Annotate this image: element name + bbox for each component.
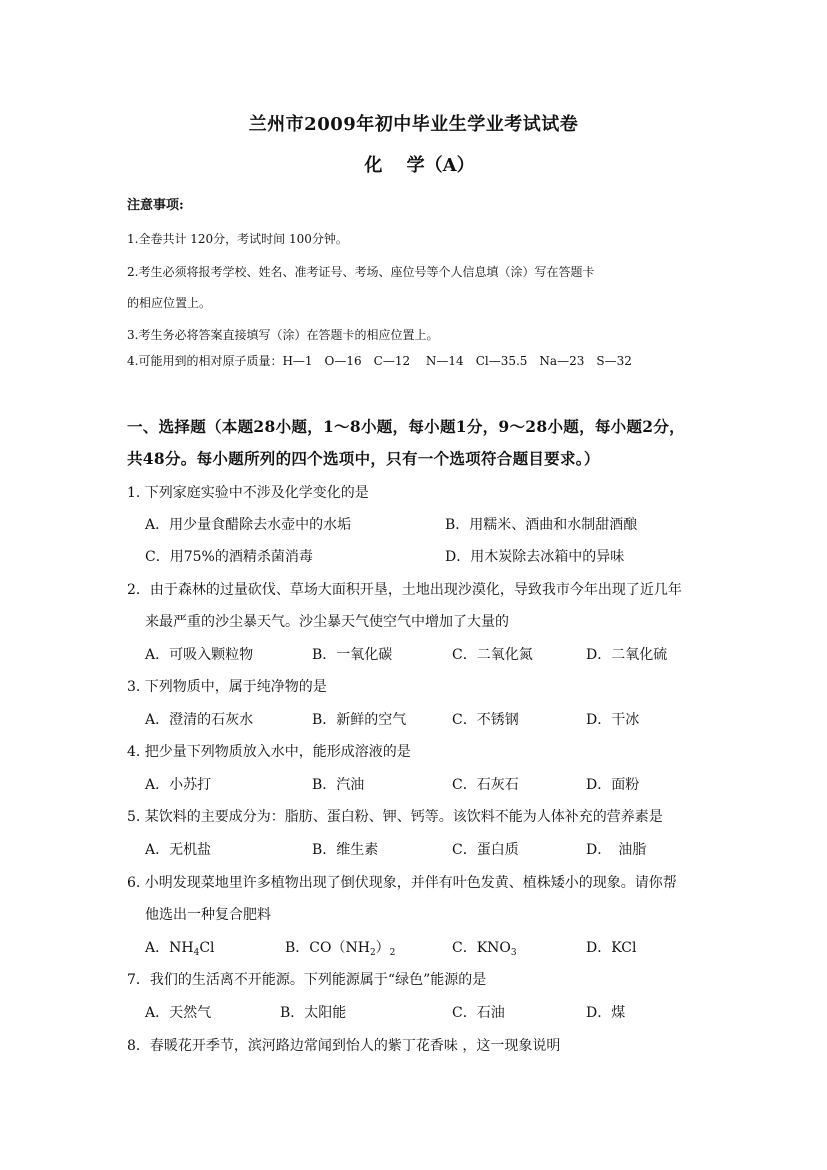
question-stem: 8．春暖花开季节，滨河路边常闻到怡人的紫丁花香味 ，这一现象说明 <box>127 1038 561 1054</box>
exam-title: 兰州市2009年初中毕业生学业考试试卷 <box>248 114 579 135</box>
option-b: B．用糯米、酒曲和水制甜酒酿 <box>445 517 638 533</box>
option-a: A．可吸入颗粒物 <box>145 647 254 663</box>
option-a: A．天然气 <box>145 1005 212 1021</box>
notice-item: 3.考生务必将答案直接填写（涂）在答题卡的相应位置上。 <box>127 328 439 342</box>
option-d: D．干冰 <box>586 712 640 728</box>
option-c: C．不锈钢 <box>452 712 519 728</box>
question-stem: 2．由于森林的过量砍伐、草场大面积开垦，土地出现沙漠化，导致我市今年出现了近几年 <box>127 582 682 598</box>
option-c: C．石油 <box>452 1005 505 1021</box>
question-stem: 1. 下列家庭实验中不涉及化学变化的是 <box>127 485 369 501</box>
option-c: C．蛋白质 <box>452 842 519 858</box>
option-a: A．用少量食醋除去水壶中的水垢 <box>145 517 352 533</box>
notice-item: 2.考生必须将报考学校、姓名、准考证号、考场、座位号等个人信息填（涂）写在答题卡 <box>127 265 595 279</box>
option-c: C．二氧化氮 <box>452 647 533 663</box>
option-d: D．面粉 <box>586 777 640 793</box>
section-heading: 共48分。每小题所列的四个选项中，只有一个选项符合题目要求。） <box>127 449 600 468</box>
question-stem: 来最严重的沙尘暴天气。沙尘暴天气使空气中增加了大量的 <box>145 614 509 630</box>
option-b: B．汽油 <box>312 777 365 793</box>
question-stem: 5. 某饮料的主要成分为：脂肪、蛋白粉、钾、钙等。该饮料不能为人体补充的营养素是 <box>127 809 663 825</box>
notice-item: 4.可能用到的相对原子质量：H—1 O—16 C—12 N—14 Cl—35.5 Na—23 S—32 <box>127 354 632 368</box>
option-b: B．一氧化碳 <box>312 647 393 663</box>
notice-item: 1.全卷共计 120分，考试时间 100分钟。 <box>127 232 348 246</box>
option-b: B．新鲜的空气 <box>312 712 407 728</box>
question-stem: 3. 下列物质中，属于纯净物的是 <box>127 679 327 695</box>
option-c: C．用75%的酒精杀菌消毒 <box>145 549 313 565</box>
option-a: A．无机盐 <box>145 842 212 858</box>
option-c: C．$KNO_3$ <box>452 940 517 958</box>
question-stem: 4. 把少量下列物质放入水中，能形成溶液的是 <box>127 744 411 760</box>
notice-item: 的相应位置上。 <box>127 296 212 310</box>
option-d: D．二氧化硫 <box>586 647 668 663</box>
option-a: A．$NH_4Cl$ <box>145 940 215 958</box>
option-a: A．澄清的石灰水 <box>145 712 254 728</box>
option-d: D． 油脂 <box>586 842 647 858</box>
question-stem: 6. 小明发现菜地里许多植物出现了倒伏现象，并伴有叶色发黄、植株矮小的现象。请你帮 <box>127 875 677 891</box>
subject-title: 化 学（A） <box>364 155 475 176</box>
option-d: D．用木炭除去冰箱中的异味 <box>445 549 625 565</box>
notice-heading: 注意事项: <box>127 198 184 213</box>
option-b: B．维生素 <box>312 842 379 858</box>
option-a: A．小苏打 <box>145 777 212 793</box>
option-b: B．$CO(NH_2)_2$ <box>285 940 396 958</box>
question-stem: 7．我们的生活离不开能源。下列能源属于“绿色”能源的是 <box>127 972 487 988</box>
option-b: B．太阳能 <box>280 1005 347 1021</box>
option-d: D．煤 <box>586 1005 626 1021</box>
question-stem: 他选出一种复合肥料 <box>145 907 271 923</box>
option-d: D．KCl <box>586 940 637 956</box>
section-heading: 一、选择题（本题28小题，1～8小题，每小题1分，9～28小题，每小题2分， <box>127 417 685 436</box>
option-c: C．石灰石 <box>452 777 519 793</box>
